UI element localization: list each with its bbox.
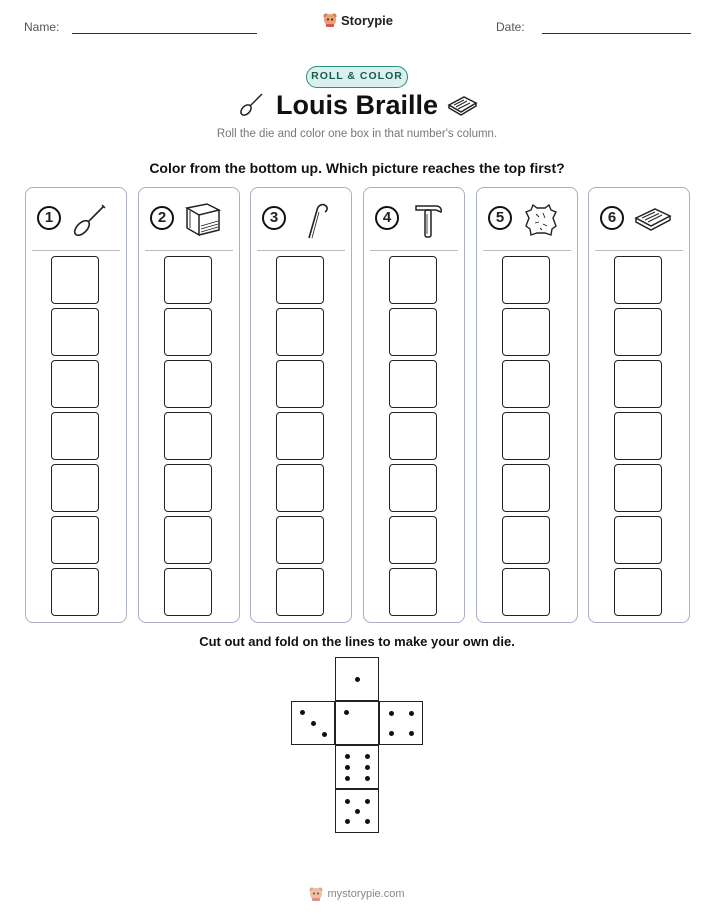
column-number: 6 xyxy=(600,206,624,230)
column-6 xyxy=(588,187,690,623)
color-box[interactable] xyxy=(51,412,99,460)
date-label: Date: xyxy=(496,20,525,34)
die-pip xyxy=(322,732,327,737)
die-face-5 xyxy=(335,789,379,833)
color-box[interactable] xyxy=(164,516,212,564)
color-box[interactable] xyxy=(164,308,212,356)
die-pip xyxy=(345,765,350,770)
die-face-6 xyxy=(335,745,379,789)
column-2 xyxy=(138,187,240,623)
brand-logo xyxy=(323,12,393,28)
cut-instruction: Cut out and fold on the lines to make your own die. xyxy=(199,634,515,649)
die-pip xyxy=(355,677,360,682)
color-box[interactable] xyxy=(389,412,437,460)
die-pip xyxy=(355,809,360,814)
column-4 xyxy=(363,187,465,623)
column-3 xyxy=(250,187,352,623)
storypie-mascot-icon xyxy=(323,12,337,28)
hammer-icon xyxy=(408,200,448,240)
color-box[interactable] xyxy=(276,308,324,356)
slate-title-icon xyxy=(446,95,478,117)
die-face-center-1 xyxy=(335,701,379,745)
color-box[interactable] xyxy=(51,360,99,408)
color-box[interactable] xyxy=(276,516,324,564)
die-pip xyxy=(344,710,349,715)
die-face-3 xyxy=(291,701,335,745)
column-divider xyxy=(32,250,120,251)
column-number: 4 xyxy=(375,206,399,230)
color-box[interactable] xyxy=(276,568,324,616)
color-box[interactable] xyxy=(614,412,662,460)
die-pip xyxy=(345,776,350,781)
column-divider xyxy=(145,250,233,251)
instruction-text: Color from the bottom up. Which picture reaches the top first? xyxy=(149,160,565,176)
column-5 xyxy=(476,187,578,623)
brand-name: Storypie xyxy=(341,12,394,28)
column-1 xyxy=(25,187,127,623)
page-title: Louis Braille xyxy=(275,90,439,120)
color-box[interactable] xyxy=(614,308,662,356)
color-box[interactable] xyxy=(502,516,550,564)
color-box[interactable] xyxy=(164,568,212,616)
leather-hide-icon xyxy=(521,200,561,240)
color-box[interactable] xyxy=(614,568,662,616)
color-box[interactable] xyxy=(51,308,99,356)
color-box[interactable] xyxy=(276,256,324,304)
color-box[interactable] xyxy=(389,360,437,408)
die-face-4 xyxy=(379,701,423,745)
column-number: 3 xyxy=(262,206,286,230)
die-pip xyxy=(409,711,414,716)
column-number: 5 xyxy=(488,206,512,230)
column-number: 1 xyxy=(37,206,61,230)
die-pip xyxy=(345,799,350,804)
die-pip xyxy=(365,799,370,804)
color-box[interactable] xyxy=(389,256,437,304)
storypie-mascot-icon xyxy=(309,886,323,902)
color-box[interactable] xyxy=(502,568,550,616)
color-box[interactable] xyxy=(389,568,437,616)
color-box[interactable] xyxy=(276,412,324,460)
color-box[interactable] xyxy=(276,464,324,512)
die-pip xyxy=(365,754,370,759)
column-divider xyxy=(595,250,683,251)
die-pip xyxy=(365,765,370,770)
color-box[interactable] xyxy=(389,464,437,512)
name-line[interactable] xyxy=(72,33,257,34)
color-box[interactable] xyxy=(164,464,212,512)
color-box[interactable] xyxy=(502,412,550,460)
color-box[interactable] xyxy=(51,568,99,616)
color-box[interactable] xyxy=(502,360,550,408)
name-label: Name: xyxy=(24,20,60,34)
awl-icon xyxy=(70,200,110,240)
color-box[interactable] xyxy=(614,360,662,408)
color-box[interactable] xyxy=(51,256,99,304)
color-box[interactable] xyxy=(51,464,99,512)
die-pip xyxy=(389,731,394,736)
color-box[interactable] xyxy=(614,516,662,564)
color-box[interactable] xyxy=(502,464,550,512)
color-box[interactable] xyxy=(614,464,662,512)
color-box[interactable] xyxy=(51,516,99,564)
date-line[interactable] xyxy=(542,33,691,34)
page-subtitle: Roll the die and color one box in that number's column. xyxy=(216,128,498,140)
color-box[interactable] xyxy=(164,412,212,460)
die-pip xyxy=(345,754,350,759)
die-pip xyxy=(365,819,370,824)
die-pip xyxy=(300,710,305,715)
color-box[interactable] xyxy=(164,360,212,408)
column-divider xyxy=(257,250,345,251)
activity-badge: ROLL & COLOR xyxy=(306,66,408,88)
column-divider xyxy=(370,250,458,251)
footer-url[interactable]: mystorypie.com xyxy=(327,888,405,900)
color-box[interactable] xyxy=(614,256,662,304)
die-pip xyxy=(345,819,350,824)
color-box[interactable] xyxy=(389,516,437,564)
column-number: 2 xyxy=(150,206,174,230)
color-box[interactable] xyxy=(276,360,324,408)
cane-icon xyxy=(295,200,335,240)
color-box[interactable] xyxy=(502,256,550,304)
color-box[interactable] xyxy=(164,256,212,304)
die-pip xyxy=(365,776,370,781)
footer xyxy=(0,886,714,902)
book-icon xyxy=(183,200,223,240)
slate-icon xyxy=(633,200,673,240)
die-pip xyxy=(311,721,316,726)
color-box[interactable] xyxy=(389,308,437,356)
die-pip xyxy=(409,731,414,736)
color-box[interactable] xyxy=(502,308,550,356)
column-divider xyxy=(483,250,571,251)
die-pip xyxy=(389,711,394,716)
die-face-1 xyxy=(335,657,379,701)
